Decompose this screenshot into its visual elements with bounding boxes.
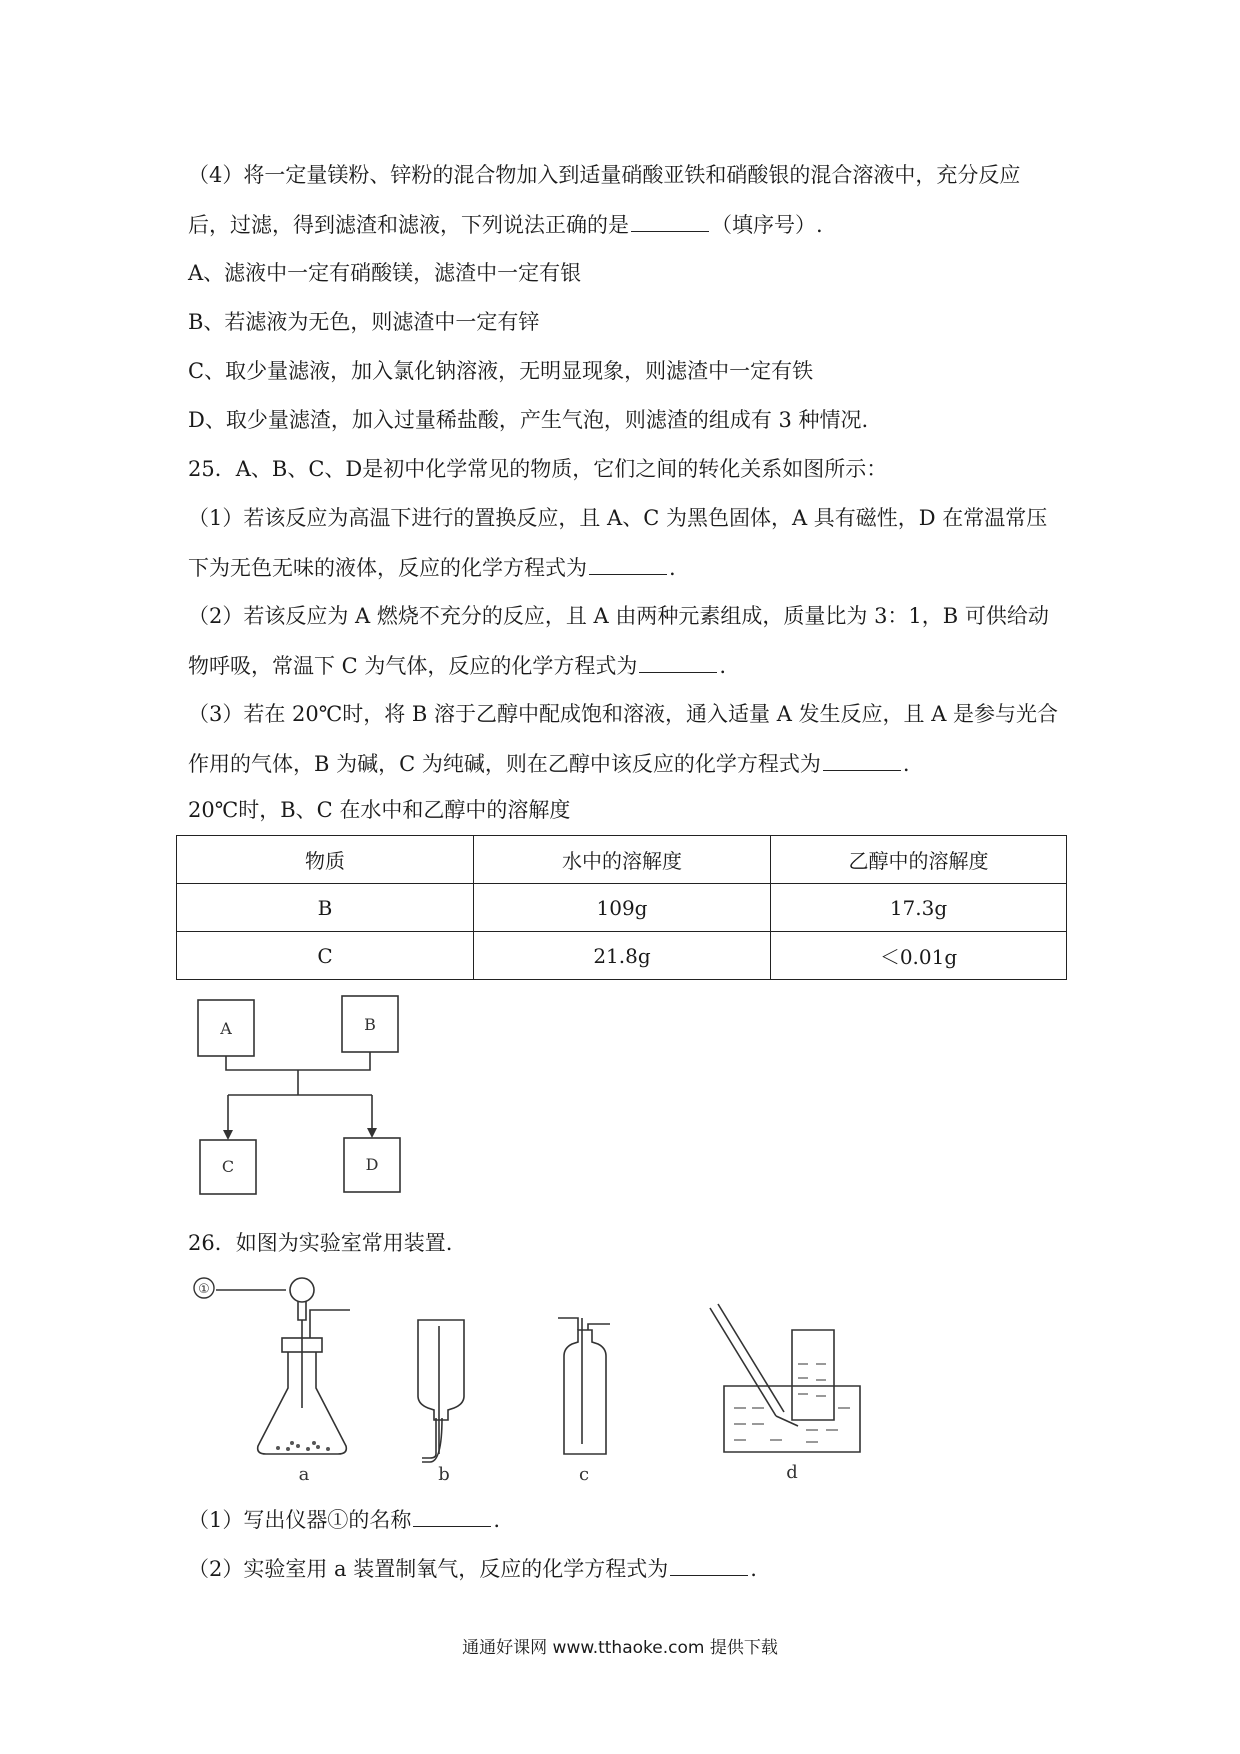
q26-sub2-tail: .: [750, 1557, 757, 1581]
q26-sub1: [188, 1504, 1068, 1535]
q24-4-line2-text: 后，过滤，得到滤渣和滤液，下列说法正确的是: [188, 213, 629, 237]
apparatus-c-bottle: [558, 1318, 610, 1454]
page-footer: 通通好课网 www.tthaoke.com 提供下载: [462, 1638, 778, 1658]
q25-part2-line2: [188, 650, 1068, 681]
label-c: c: [578, 1464, 590, 1485]
q25-part1-tail: .: [669, 556, 676, 580]
table-row: [177, 932, 1067, 980]
table-cell: 109g: [474, 884, 771, 932]
label-b: B: [364, 1015, 376, 1034]
table-caption: 20℃时，B、C 在水中和乙醇中的溶解度: [188, 798, 571, 822]
table-cell: B: [177, 884, 474, 932]
answer-blank: [631, 209, 709, 232]
answer-blank: [589, 552, 667, 575]
table-row: [177, 884, 1067, 932]
label-c: C: [221, 1157, 235, 1176]
table-header-cell: 乙醇中的溶解度: [771, 836, 1067, 884]
apparatus-b-bottle: [418, 1320, 464, 1462]
q25-part1-text: 下为无色无味的液体，反应的化学方程式为: [188, 556, 587, 580]
q24-option-b: B、若滤液为无色，则滤渣中一定有锌: [188, 310, 540, 334]
q26-sub2: [188, 1553, 1068, 1584]
q26-sub1-text: （1）写出仪器①的名称: [188, 1508, 412, 1532]
apparatus-a-flask: [258, 1278, 350, 1454]
arrow-to-d-icon: [367, 1128, 377, 1138]
answer-blank: [670, 1553, 748, 1576]
arrow-to-c-icon: [223, 1130, 233, 1140]
label-a: a: [298, 1464, 310, 1485]
q26-sub2-text: （2）实验室用 a 装置制氧气，反应的化学方程式为: [188, 1557, 669, 1581]
q24-4-line2-tail: （填序号）.: [711, 213, 823, 237]
table-header-cell: 水中的溶解度: [474, 836, 771, 884]
reaction-diagram: [190, 990, 420, 1200]
table-cell: 17.3g: [771, 884, 1067, 932]
q24-4-line2: [188, 209, 1068, 240]
table-cell: C: [177, 932, 474, 980]
svg-text:①: ①: [198, 1282, 210, 1297]
q25-part2-text: 物呼吸，常温下 C 为气体，反应的化学方程式为: [188, 654, 638, 678]
q25-part3-tail: .: [902, 752, 910, 776]
connector-top: [226, 1052, 370, 1070]
q25-part3-line1: （3）若在 20℃时，将 B 溶于乙醇中配成饱和溶液，通入适量 A 发生反应，且 A 是参与光合: [188, 702, 1059, 726]
table-header-row: [177, 836, 1067, 884]
q25-part3-line2: [188, 748, 1068, 779]
q25-part2-line1: （2）若该反应为 A 燃烧不充分的反应，且 A 由两种元素组成，质量比为 3：1，B 可供给动: [188, 604, 1049, 628]
q24-4-line1: （4）将一定量镁粉、锌粉的混合物加入到适量硝酸亚铁和硝酸银的混合溶液中，充分反应: [188, 163, 1021, 187]
q25-part1-line1: （1）若该反应为高温下进行的置换反应，且 A、C 为黑色固体，A 具有磁性，D 在常温常压: [188, 506, 1048, 530]
label-b: b: [438, 1464, 450, 1485]
table-cell: 21.8g: [474, 932, 771, 980]
q25-part3-text: 作用的气体，B 为碱，C 为纯碱，则在乙醇中该反应的化学方程式为: [188, 752, 821, 776]
answer-blank: [639, 650, 717, 673]
label-d: D: [365, 1155, 379, 1174]
q26-sub1-tail: .: [493, 1508, 501, 1532]
marker-circled-1: [194, 1278, 214, 1298]
flask-solid-particles: [276, 1441, 330, 1451]
table-cell: ＜0.01g: [771, 932, 1067, 980]
q26-stem: 26．如图为实验室常用装置.: [188, 1231, 453, 1255]
q25-part2-tail: .: [719, 654, 727, 678]
q25-stem: 25．A、B、C、D是初中化学常见的物质，它们之间的转化关系如图所示：: [188, 457, 888, 481]
q24-option-d: D、取少量滤渣，加入过量稀盐酸，产生气泡，则滤渣的组成有 3 种情况.: [188, 408, 869, 432]
answer-blank: [823, 748, 901, 771]
label-d: d: [786, 1462, 798, 1483]
table-header-cell: 物质: [177, 836, 474, 884]
lab-apparatus-figure: [186, 1268, 986, 1488]
label-a: A: [220, 1019, 232, 1038]
q24-option-c: C、取少量滤液，加入氯化钠溶液，无明显现象，则滤渣中一定有铁: [188, 359, 814, 383]
answer-blank: [413, 1504, 491, 1527]
q24-option-a: A、滤液中一定有硝酸镁，滤渣中一定有银: [188, 261, 582, 285]
q25-part1-line2: [188, 552, 1068, 583]
solubility-table: [176, 835, 1067, 980]
